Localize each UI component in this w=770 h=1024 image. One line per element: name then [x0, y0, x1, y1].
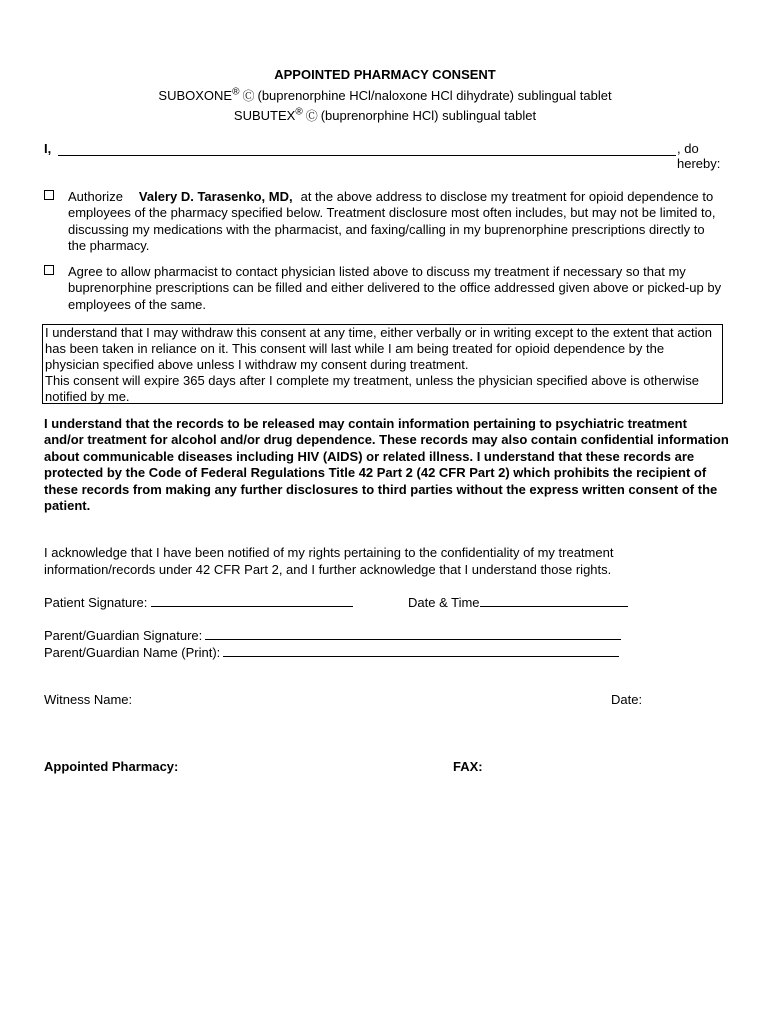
schedule-mark: Ⓒ [242, 89, 255, 103]
expiration-notice-text: This consent will expire 365 days after I complete my treatment, unless the physician specified above is otherwise notified by me. [45, 373, 699, 404]
registered-mark: ® [295, 106, 303, 118]
witness-name-label: Witness Name: [44, 692, 133, 707]
form-title: APPOINTED PHARMACY CONSENT [274, 67, 496, 82]
registered-mark: ® [232, 86, 240, 98]
acknowledgement-paragraph: I acknowledge that I have been notified of my rights pertaining to the confidentiality of my treatment information/records under 42 CFR Part 2, and I further acknowledge that I understand those rights. [44, 545, 614, 577]
guardian-name-label: Parent/Guardian Name (Print): [44, 645, 221, 660]
date-time-line[interactable] [480, 594, 628, 607]
guardian-signature-label: Parent/Guardian Signature: [44, 628, 203, 643]
statement-tail: , do hereby: [677, 141, 721, 171]
agree-checkbox[interactable] [44, 265, 54, 275]
product-description: (buprenorphine HCl/naloxone HCl dihydrate) sublingual tablet [257, 88, 612, 103]
withdrawal-notice-box [42, 324, 723, 404]
patient-signature-field [44, 594, 353, 612]
guardian-signature-field [44, 627, 621, 645]
authorize-prefix: Authorize [68, 189, 123, 204]
date-time-label: Date & Time [408, 595, 480, 610]
guardian-name-line[interactable] [223, 644, 619, 657]
product-description: (buprenorphine HCl) sublingual tablet [320, 108, 537, 123]
schedule-mark: Ⓒ [305, 109, 318, 123]
records-disclosure-paragraph: I understand that the records to be released may contain information pertaining to psychiatric treatment and/or treatment for alcohol and/or drug dependence. These records may also contain confidential information about communicable diseases including HIV (AIDS) or related illness. I understand that these records are protected by the Code of Federal Regulations Title 42 Part 2 (42 CFR Part 2) which prohibits the recipient of these records from making any further disclosures to third parties without the express written consent of the patient. [44, 416, 729, 514]
product-line-subutex [0, 107, 770, 124]
product-name: SUBUTEX [233, 108, 296, 123]
product-line-suboxone [0, 87, 770, 104]
appointed-pharmacy-label: Appointed Pharmacy: [44, 759, 179, 774]
withdrawal-notice-text: I understand that I may withdraw this consent at any time, either verbally or in writing except to the extent that action has been taken in reliance on it. This consent will last while I am being treated for opioid dependence by the physician specified above unless I withdraw my consent during treatment. [45, 325, 712, 372]
agree-text: Agree to allow pharmacist to contact physician listed above to discuss my treatment if necessary so that my buprenorphine prescriptions can be filled and either delivered to the office addressed given above or picked-up by employees of the same. [68, 264, 722, 312]
authorize-text [68, 189, 724, 254]
patient-signature-line[interactable] [151, 594, 353, 607]
patient-name-line[interactable] [58, 155, 676, 156]
date-time-field [408, 594, 628, 612]
physician-name: Valery D. Tarasenko, MD, [138, 189, 293, 204]
guardian-name-field [44, 644, 619, 662]
authorize-checkbox[interactable] [44, 190, 54, 200]
product-name: SUBOXONE [158, 88, 233, 103]
authorize-body: at the above address to disclose my treatment for opioid dependence to employees of the pharmacy specified below. Treatment disclosure most often includes, but may not be limited to, discussing my medications with the pharmacist, and faxing/calling in my buprenorphine prescriptions directly to the pharmacy. [68, 189, 716, 253]
patient-statement [44, 141, 721, 171]
agree-item [44, 264, 724, 313]
guardian-signature-line[interactable] [205, 627, 621, 640]
witness-date-label: Date: [611, 692, 643, 707]
statement-lead: I, [44, 141, 52, 156]
patient-signature-label: Patient Signature: [44, 595, 148, 610]
authorize-item [44, 189, 724, 254]
fax-label: FAX: [453, 759, 483, 774]
